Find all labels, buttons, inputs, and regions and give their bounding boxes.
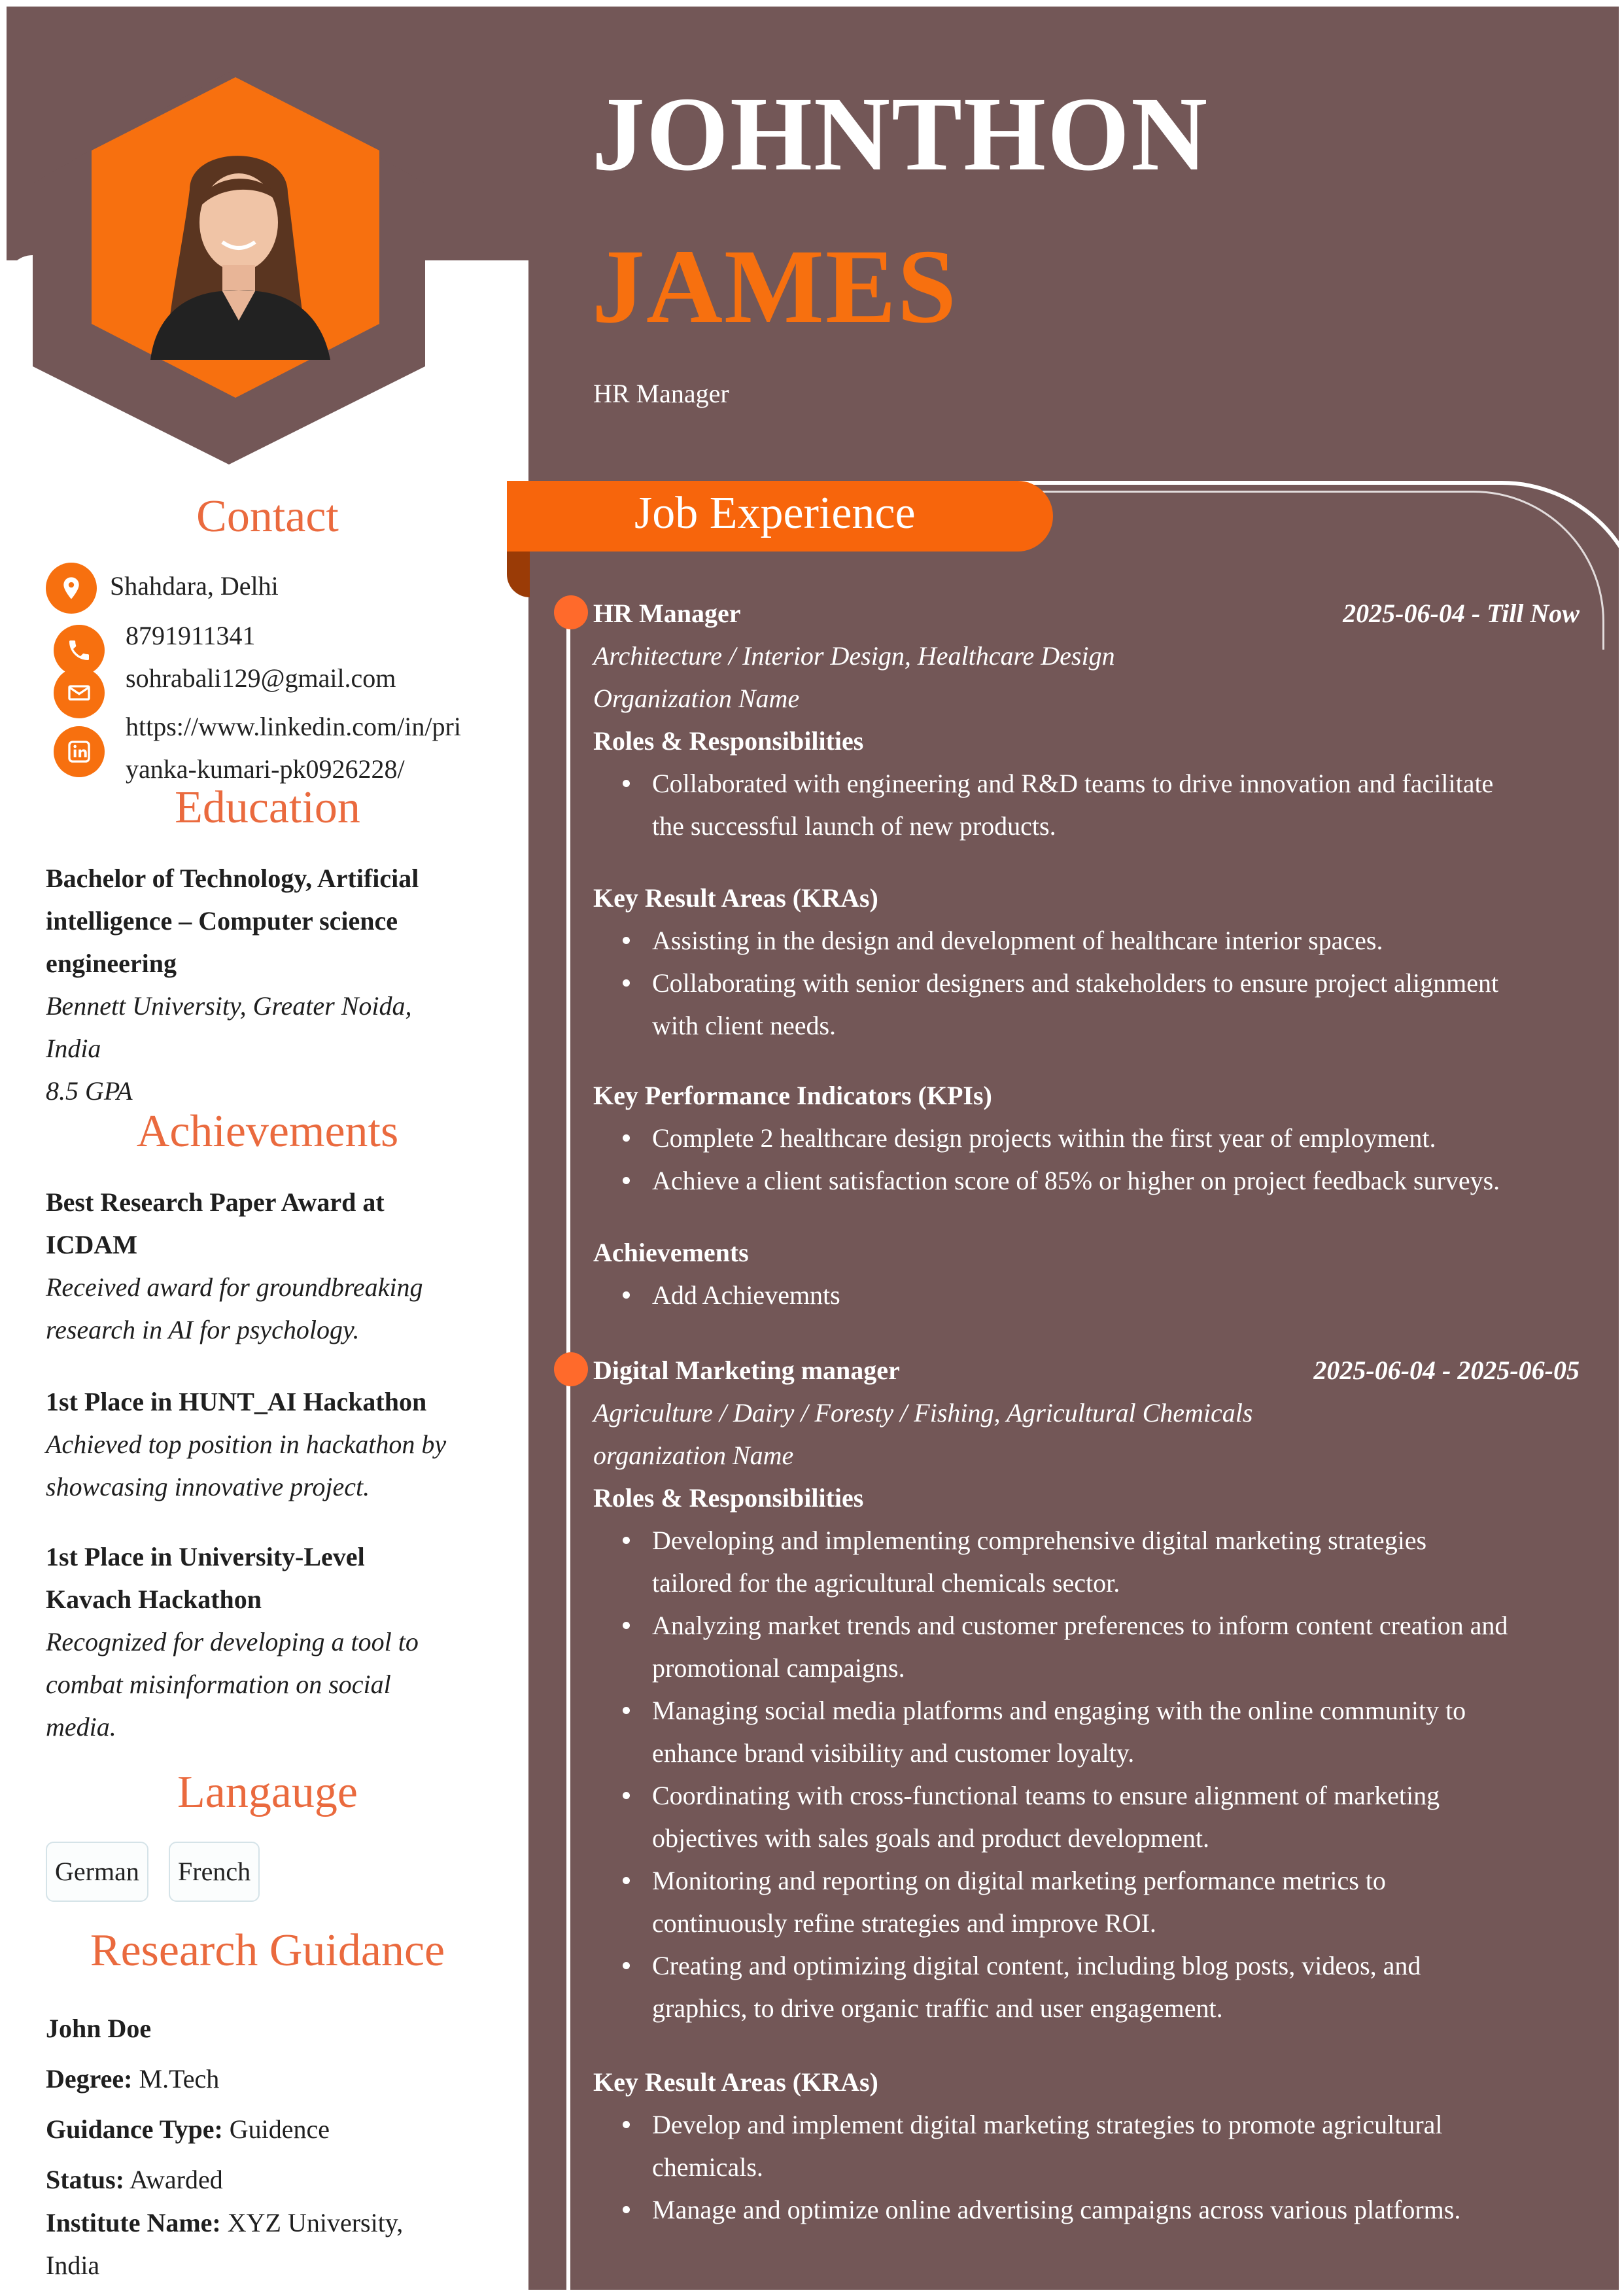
list-item-text: Manage and optimize online advertising campaigns across various platforms.	[652, 2195, 1461, 2224]
job-organization: organization Name	[593, 1441, 794, 1470]
resume-page	[7, 7, 1619, 2290]
last-name: JAMES	[592, 228, 958, 345]
education-degree: Bachelor of Technology, Artificial	[46, 864, 419, 893]
research-status-value: Awarded	[129, 2165, 223, 2194]
list-item-text: Creating and optimizing digital content, including blog posts, videos, and	[652, 1951, 1421, 1980]
research-degree	[46, 2054, 504, 2104]
list-item	[652, 1159, 1619, 1202]
list-item-text: Collaborated with engineering and R&D teams to drive innovation and facilitate	[652, 769, 1494, 798]
research-entry	[46, 2003, 504, 2205]
education-heading: Education	[175, 782, 360, 833]
list-item-text: graphics, to drive organic traffic and user engagement.	[652, 1993, 1223, 2023]
achievement-desc: media.	[46, 1712, 116, 1742]
linkedin-icon	[54, 726, 105, 777]
list-item	[652, 1689, 1619, 1774]
email-icon	[54, 667, 105, 718]
list-item	[652, 762, 1619, 847]
list-item-text: Add Achievemnts	[652, 1280, 840, 1310]
linkedin-line1[interactable]: https://www.linkedin.com/in/pri	[126, 712, 461, 741]
roles-label: Roles & Responsibilities	[593, 1483, 864, 1513]
education-school: Bennett University, Greater Noida,	[46, 991, 412, 1021]
list-item-text: Analyzing market trends and customer preferences to inform content creation and	[652, 1611, 1508, 1640]
research-heading: Research Guidance	[90, 1925, 445, 1976]
achievement-desc: research in AI for psychology.	[46, 1315, 360, 1344]
research-institute-label: Institute Name:	[46, 2208, 221, 2237]
kra-label: Key Result Areas (KRAs)	[593, 2067, 878, 2097]
list-item-text: Managing social media platforms and engaging with the online community to	[652, 1696, 1466, 1725]
list-item	[652, 1604, 1619, 1689]
linkedin-line2[interactable]: yanka-kumari-pk0926228/	[126, 754, 405, 784]
job-experience-heading: Job Experience	[634, 488, 916, 538]
roles-list	[593, 762, 1619, 847]
language-chip: German	[46, 1842, 148, 1902]
research-type-label: Guidance Type:	[46, 2114, 223, 2144]
list-item	[652, 1274, 1619, 1316]
timeline-dot	[554, 595, 588, 629]
language-heading: Langauge	[177, 1767, 358, 1817]
list-item-text: Developing and implementing comprehensive digital marketing strategies	[652, 1526, 1427, 1555]
research-institute-value: India	[46, 2251, 100, 2280]
achievement-desc: showcasing innovative project.	[46, 1472, 370, 1501]
list-item	[652, 1117, 1619, 1159]
job-organization: Organization Name	[593, 684, 800, 713]
research-type	[46, 2104, 504, 2154]
education-gpa: 8.5 GPA	[46, 1076, 133, 1106]
education-degree: engineering	[46, 949, 177, 978]
job-title: Digital Marketing manager	[593, 1356, 900, 1385]
list-item	[652, 1944, 1619, 2029]
roles-label: Roles & Responsibilities	[593, 726, 864, 756]
first-name: JOHNTHON	[592, 76, 1209, 193]
list-item-text: Achieve a client satisfaction score of 85% or higher on project feedback surveys.	[652, 1166, 1500, 1195]
education-degree: intelligence – Computer science	[46, 906, 398, 936]
achievement-desc: Recognized for developing a tool to	[46, 1627, 419, 1656]
research-status-label: Status:	[46, 2165, 125, 2194]
job-industry: Architecture / Interior Design, Healthcare Design	[593, 641, 1115, 671]
education-school: India	[46, 1034, 101, 1063]
list-item-text: Develop and implement digital marketing strategies to promote agricultural	[652, 2110, 1443, 2139]
job-role: HR Manager	[593, 379, 729, 408]
achievement-item	[46, 1380, 504, 1508]
contact-email[interactable]: sohrabali129@gmail.com	[126, 663, 396, 693]
list-item-text: enhance brand visibility and customer loyalty.	[652, 1738, 1135, 1768]
list-item-text: Coordinating with cross-functional teams to ensure alignment of marketing	[652, 1781, 1440, 1810]
research-institute	[46, 2201, 504, 2286]
contact-heading: Contact	[196, 491, 339, 542]
list-item-text: with client needs.	[652, 1011, 837, 1040]
job-achievements-list	[593, 1274, 1619, 1316]
job-date: 2025-06-04 - 2025-06-05	[1313, 1356, 1580, 1385]
achievement-title: 1st Place in HUNT_AI Hackathon	[46, 1387, 427, 1416]
list-item	[652, 2103, 1619, 2188]
contact-linkedin[interactable]	[126, 705, 461, 790]
research-degree-value: M.Tech	[139, 2064, 220, 2094]
contact-phone: 8791911341	[126, 621, 256, 650]
kpi-label: Key Performance Indicators (KPIs)	[593, 1081, 992, 1110]
list-item-text: objectives with sales goals and product development.	[652, 1823, 1210, 1853]
list-item-text: Monitoring and reporting on digital marketing performance metrics to	[652, 1866, 1386, 1895]
job-achievements-label: Achievements	[593, 1238, 749, 1267]
list-item-text: Assisting in the design and development of healthcare interior spaces.	[652, 926, 1383, 955]
job-industry: Agriculture / Dairy / Foresty / Fishing, Agricultural Chemicals	[593, 1398, 1253, 1428]
achievement-desc: Achieved top position in hackathon by	[46, 1429, 447, 1459]
timeline-line	[566, 605, 570, 2290]
achievement-item	[46, 1181, 504, 1351]
kpi-list	[593, 1117, 1619, 1202]
list-item-text: continuously refine strategies and improve ROI.	[652, 1908, 1156, 1938]
list-item	[652, 2188, 1619, 2231]
roles-list	[593, 1519, 1619, 2029]
list-item	[652, 962, 1619, 1047]
list-item-text: the successful launch of new products.	[652, 811, 1056, 841]
list-item-text: Complete 2 healthcare design projects within the first year of employment.	[652, 1123, 1436, 1153]
location-icon	[46, 563, 97, 614]
research-status	[46, 2154, 504, 2205]
job-date: 2025-06-04 - Till Now	[1343, 599, 1580, 628]
research-type-value: Guidence	[229, 2114, 330, 2144]
achievement-title: 1st Place in University-Level	[46, 1542, 365, 1571]
list-item-text: chemicals.	[652, 2152, 763, 2182]
list-item	[652, 1774, 1619, 1859]
research-name: John Doe	[46, 2014, 152, 2043]
research-institute-value: XYZ University,	[227, 2208, 404, 2237]
education-entry	[46, 857, 504, 1112]
profile-photo	[26, 72, 432, 471]
job-title: HR Manager	[593, 599, 741, 628]
achievement-desc: Received award for groundbreaking	[46, 1272, 423, 1302]
research-degree-label: Degree:	[46, 2064, 133, 2094]
list-item-text: promotional campaigns.	[652, 1653, 905, 1683]
achievement-title: Best Research Paper Award at	[46, 1187, 385, 1217]
achievements-heading: Achievements	[136, 1106, 399, 1157]
achievement-title: Kavach Hackathon	[46, 1585, 262, 1614]
list-item-text: Collaborating with senior designers and stakeholders to ensure project alignment	[652, 968, 1499, 998]
list-item	[652, 1859, 1619, 1944]
list-item	[652, 1519, 1619, 1604]
contact-location: Shahdara, Delhi	[110, 571, 279, 601]
timeline-dot	[554, 1352, 588, 1386]
language-chip: French	[169, 1842, 260, 1902]
kra-list	[593, 919, 1619, 1047]
achievement-title: ICDAM	[46, 1230, 137, 1259]
kra-list	[593, 2103, 1619, 2231]
list-item-text: tailored for the agricultural chemicals sector.	[652, 1568, 1120, 1598]
kra-label: Key Result Areas (KRAs)	[593, 883, 878, 913]
list-item	[652, 919, 1619, 962]
achievement-item	[46, 1535, 504, 1748]
achievement-desc: combat misinformation on social	[46, 1670, 391, 1699]
